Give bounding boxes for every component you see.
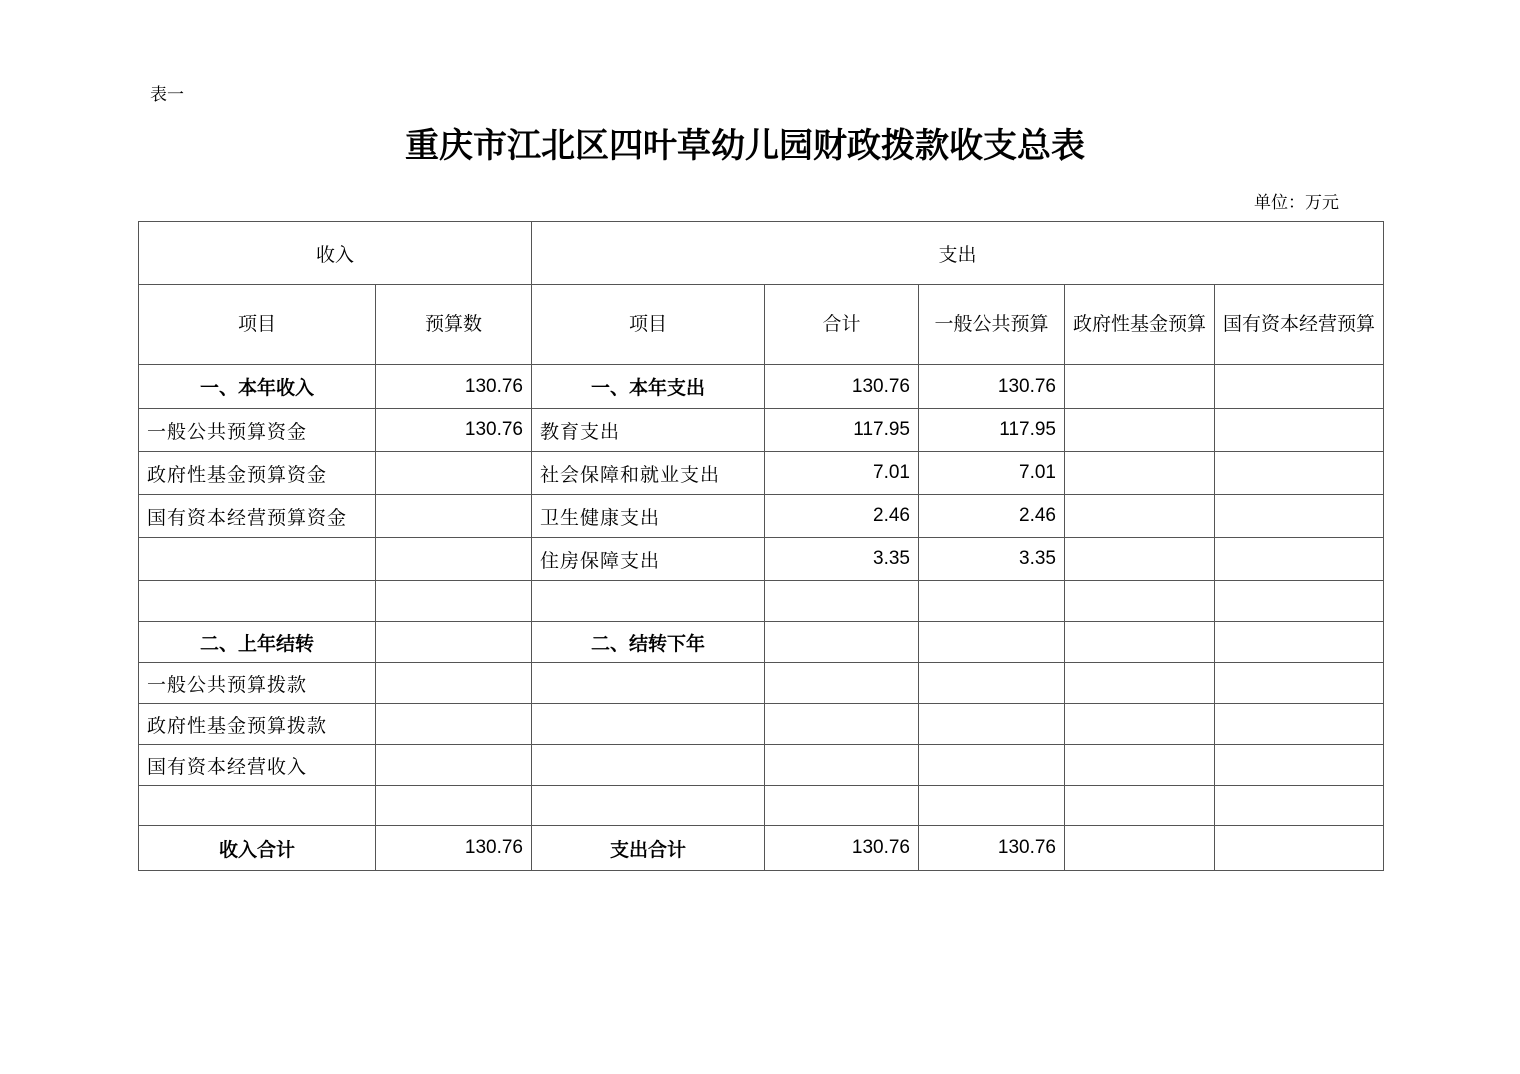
income-value xyxy=(376,704,532,745)
expense-gov-fund xyxy=(1065,745,1215,786)
income-value xyxy=(376,495,532,538)
income-item: 一般公共预算拨款 xyxy=(139,663,376,704)
expense-gov-fund xyxy=(1065,704,1215,745)
expense-state-capital xyxy=(1215,622,1384,663)
table-row xyxy=(139,745,1384,786)
expense-general: 7.01 xyxy=(919,452,1065,495)
table-row xyxy=(139,365,1384,409)
expense-total xyxy=(765,663,919,704)
expense-gov-fund xyxy=(1065,365,1215,409)
income-item xyxy=(139,786,376,826)
expense-item xyxy=(532,704,765,745)
expense-general xyxy=(919,581,1065,622)
income-item: 国有资本经营预算资金 xyxy=(139,495,376,538)
expense-state-capital xyxy=(1215,786,1384,826)
table-row xyxy=(139,704,1384,745)
expense-item: 教育支出 xyxy=(532,409,765,452)
income-item: 一、本年收入 xyxy=(139,365,376,409)
expense-general xyxy=(919,745,1065,786)
expense-gov-fund xyxy=(1065,452,1215,495)
expense-item: 社会保障和就业支出 xyxy=(532,452,765,495)
expense-general: 117.95 xyxy=(919,409,1065,452)
income-value xyxy=(376,581,532,622)
col-income-budget: 预算数 xyxy=(376,285,532,365)
income-item xyxy=(139,538,376,581)
expense-total: 130.76 xyxy=(765,365,919,409)
col-total: 合计 xyxy=(765,285,919,365)
income-total-label: 收入合计 xyxy=(139,826,376,871)
table-row xyxy=(139,663,1384,704)
income-item: 国有资本经营收入 xyxy=(139,745,376,786)
income-item: 政府性基金预算拨款 xyxy=(139,704,376,745)
income-value: 130.76 xyxy=(376,365,532,409)
expense-total xyxy=(765,581,919,622)
income-value xyxy=(376,452,532,495)
expense-state-capital xyxy=(1215,538,1384,581)
income-value: 130.76 xyxy=(376,409,532,452)
expense-general: 3.35 xyxy=(919,538,1065,581)
income-value xyxy=(376,786,532,826)
table-row xyxy=(139,452,1384,495)
expense-item: 住房保障支出 xyxy=(532,538,765,581)
expense-item xyxy=(532,745,765,786)
income-value xyxy=(376,663,532,704)
expense-gov-fund xyxy=(1065,538,1215,581)
expense-total: 3.35 xyxy=(765,538,919,581)
budget-summary-table xyxy=(138,221,1384,871)
table-row xyxy=(139,538,1384,581)
expense-total: 117.95 xyxy=(765,409,919,452)
page-title: 重庆市江北区四叶草幼儿园财政拨款收支总表 xyxy=(405,126,1085,166)
table-row xyxy=(139,409,1384,452)
expense-gov-fund xyxy=(1065,495,1215,538)
table-label: 表一 xyxy=(150,85,184,105)
expense-header: 支出 xyxy=(532,222,1384,285)
expense-gov-fund xyxy=(1065,786,1215,826)
table-row xyxy=(139,622,1384,663)
expense-item xyxy=(532,663,765,704)
expense-total xyxy=(765,622,919,663)
income-total-value: 130.76 xyxy=(376,826,532,871)
expense-item: 一、本年支出 xyxy=(532,365,765,409)
unit-label: 单位：万元 xyxy=(1254,193,1339,213)
expense-state-capital xyxy=(1215,581,1384,622)
expense-general: 130.76 xyxy=(919,826,1065,871)
expense-state-capital xyxy=(1215,663,1384,704)
income-value xyxy=(376,538,532,581)
expense-general xyxy=(919,704,1065,745)
expense-state-capital xyxy=(1215,826,1384,871)
expense-total xyxy=(765,745,919,786)
table-row-total xyxy=(139,826,1384,871)
expense-general xyxy=(919,663,1065,704)
income-item: 一般公共预算资金 xyxy=(139,409,376,452)
expense-gov-fund xyxy=(1065,622,1215,663)
expense-general: 2.46 xyxy=(919,495,1065,538)
expense-state-capital xyxy=(1215,452,1384,495)
expense-state-capital xyxy=(1215,495,1384,538)
expense-total xyxy=(765,704,919,745)
expense-state-capital xyxy=(1215,745,1384,786)
table-row xyxy=(139,786,1384,826)
income-item xyxy=(139,581,376,622)
expense-item xyxy=(532,581,765,622)
expense-item: 卫生健康支出 xyxy=(532,495,765,538)
table-row xyxy=(139,581,1384,622)
col-state-capital-budget: 国有资本经营预算 xyxy=(1215,285,1384,365)
expense-state-capital xyxy=(1215,365,1384,409)
income-item: 二、上年结转 xyxy=(139,622,376,663)
expense-state-capital xyxy=(1215,704,1384,745)
expense-state-capital xyxy=(1215,409,1384,452)
table-row xyxy=(139,495,1384,538)
expense-item: 二、结转下年 xyxy=(532,622,765,663)
expense-total xyxy=(765,786,919,826)
expense-total: 130.76 xyxy=(765,826,919,871)
expense-gov-fund xyxy=(1065,581,1215,622)
col-gov-fund-budget: 政府性基金预算 xyxy=(1065,285,1215,365)
income-header: 收入 xyxy=(139,222,532,285)
income-item: 政府性基金预算资金 xyxy=(139,452,376,495)
expense-gov-fund xyxy=(1065,663,1215,704)
income-value xyxy=(376,745,532,786)
expense-general xyxy=(919,786,1065,826)
col-expense-item: 项目 xyxy=(532,285,765,365)
expense-gov-fund xyxy=(1065,409,1215,452)
expense-general: 130.76 xyxy=(919,365,1065,409)
col-general-budget: 一般公共预算 xyxy=(919,285,1065,365)
expense-total: 7.01 xyxy=(765,452,919,495)
income-value xyxy=(376,622,532,663)
expense-total-label: 支出合计 xyxy=(532,826,765,871)
expense-general xyxy=(919,622,1065,663)
col-income-item: 项目 xyxy=(139,285,376,365)
expense-total: 2.46 xyxy=(765,495,919,538)
expense-item xyxy=(532,786,765,826)
expense-gov-fund xyxy=(1065,826,1215,871)
